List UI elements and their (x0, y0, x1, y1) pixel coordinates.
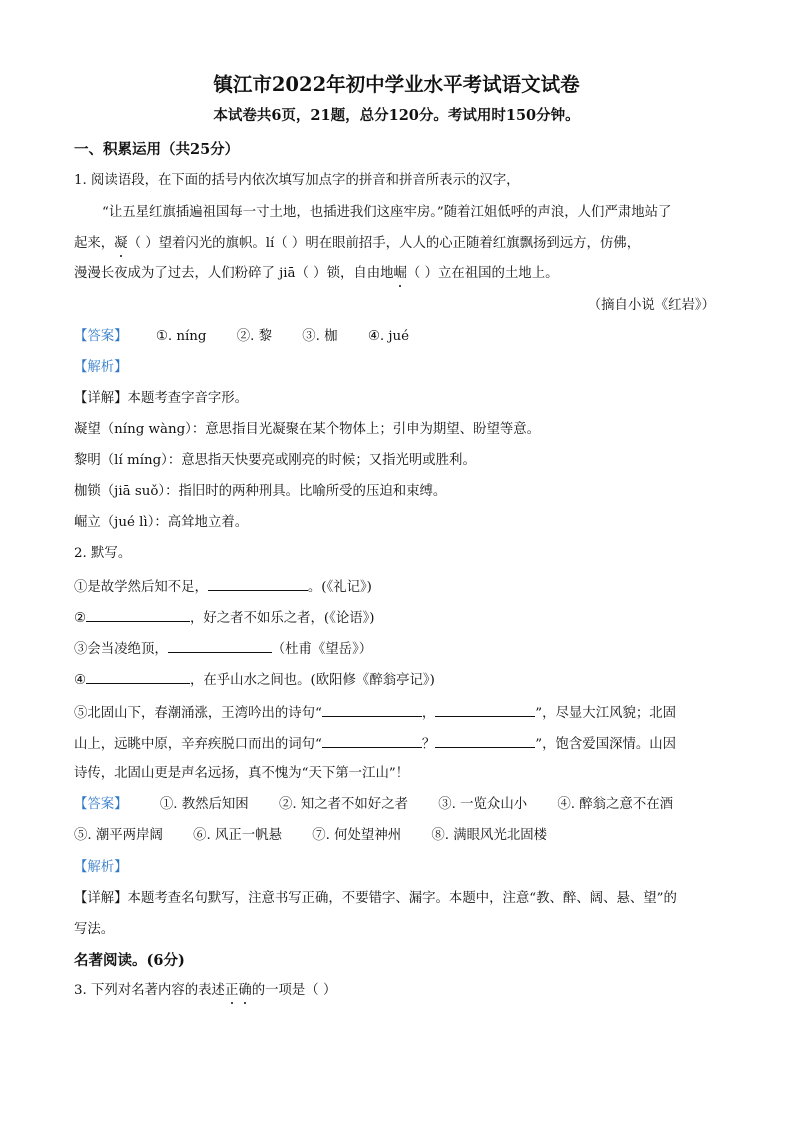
page-title: 镇江市2022年初中学业水平考试语文试卷 (213, 73, 580, 96)
answer-item: ②. 黎 (236, 329, 273, 344)
dictation-item-2 (74, 608, 722, 628)
note-line: 枷锁（jiā suǒ）：指旧时的两种刑具。比喻所受的压迫和束缚。 (74, 484, 447, 499)
dictation-text: ①是故学然后知不足， (74, 580, 208, 595)
dictation-text: ，在乎山水之间也。(欧阳修《醉翁亭记》) (190, 673, 435, 688)
detail-text: 写法。 (74, 922, 115, 937)
dictation-text: ？ (421, 737, 436, 752)
dictation-text: ② (74, 611, 87, 626)
note-line: 凝望（níng wàng）：意思指目光凝聚在某个物体上；引申为期望、盼望等意。 (74, 422, 541, 437)
question-2-prompt: 2. 默写。 (74, 546, 132, 561)
answer-tag: 【答案】 (74, 797, 128, 812)
passage-text: （ ）望着闪光的旗帜。lí（ ）明在眼前招手，人人的心正随着红旗飘扬到远方，仿佛， (127, 236, 641, 251)
answer-row (74, 328, 722, 346)
dictation-text: ”，饱含爱国深情。山因 (535, 737, 677, 752)
dotted-char: 确 (238, 983, 252, 998)
answer-item: ②. 知之者不如好之者 (278, 797, 408, 812)
page-subtitle: 本试卷共6页，21题，总分120分。考试用时150分钟。 (213, 107, 580, 124)
answer-tag: 【答案】 (74, 329, 128, 344)
dictation-text: ④ (74, 673, 87, 688)
dictation-text: ， (421, 706, 436, 721)
answer-item: ④. 醉翁之意不在酒 (557, 797, 674, 812)
question-text: 3. 下列对名著内容的表述 (74, 983, 225, 998)
answer-item: ①. 教然后知困 (159, 797, 249, 812)
answer-blank (322, 703, 422, 717)
note-line: 黎明（lí míng）：意思指天快要亮或刚亮的时候；又指光明或胜利。 (74, 453, 476, 468)
passage-source: （摘自小说《红岩》） (587, 298, 715, 313)
answer-item: ⑧. 满眼风光北固楼 (431, 828, 548, 843)
dotted-char: 崛 (393, 266, 407, 281)
answer-blank (168, 639, 272, 653)
passage-line-1: “让五星红旗插遍祖国每一寸土地，也插进我们这座牢房。”随着江姐低呼的声浪，人们严肃地站了 (102, 205, 672, 220)
question-1-prompt: 1. 阅读语段，在下面的括号内依次填写加点字的拼音和拼音所表示的汉字， (74, 173, 520, 188)
answer-blank (86, 670, 190, 684)
passage-text: （ ）立在祖国的土地上。 (406, 266, 559, 281)
section-heading: 一、积累运用（共25分） (74, 141, 240, 158)
dictation-item-5-line-2 (74, 734, 722, 754)
dictation-text: ”，尽显大江风貌；北固 (535, 706, 677, 721)
section-heading: 名著阅读。(6分) (74, 952, 185, 969)
dictation-text: ③会当凌绝顶， (74, 642, 168, 657)
answer-item: ⑦. 何处望神州 (312, 828, 402, 843)
dictation-item-5-line-1 (74, 703, 722, 723)
answer-blank (435, 734, 535, 748)
answer-blank (86, 608, 190, 622)
passage-line-3 (74, 265, 722, 283)
dictation-text: 。(《礼记》) (307, 580, 372, 595)
passage-text: 起来， (74, 236, 115, 251)
note-line: 崛立（jué lì）：高耸地立着。 (74, 515, 249, 530)
answer-item: ①. níng (155, 329, 207, 344)
answer-item: ③. 一览众山小 (438, 797, 528, 812)
answer-item: ⑤. 潮平两岸阔 (74, 828, 163, 843)
question-text: 的一项是（ ） (251, 983, 337, 998)
analysis-tag: 【解析】 (74, 860, 128, 875)
passage-text: 漫漫长夜成为了过去，人们粉碎了 jiā（ ）锁，自由地 (74, 266, 394, 281)
answer-blank (322, 734, 422, 748)
answer-blank (435, 703, 535, 717)
answer-item: ⑥. 风正一帆悬 (193, 828, 282, 843)
dictation-item-5-line-3: 诗传，北固山更是声名远扬，真不愧为“天下第一江山”！ (74, 766, 410, 781)
dictation-text: （杜甫《望岳》） (271, 642, 373, 657)
dotted-char: 正 (224, 983, 239, 998)
answer-row (74, 796, 722, 814)
dictation-text: ，好之者不如乐之者，(《论语》) (190, 611, 375, 626)
dictation-item-4 (74, 670, 722, 690)
dictation-text: ⑤北固山下，春潮涌涨，王湾吟出的诗句“ (74, 706, 322, 721)
detail-text: 【详解】本题考查字音字形。 (74, 391, 249, 406)
analysis-tag: 【解析】 (74, 360, 128, 375)
answer-item: ④. jué (367, 329, 410, 344)
answer-row (74, 827, 722, 845)
passage-line-2 (74, 235, 722, 253)
question-3-prompt (74, 982, 722, 1000)
answer-item: ③. 枷 (302, 329, 338, 344)
dictation-item-1 (74, 577, 722, 597)
dictation-text: 山上，远眺中原，辛弃疾脱口而出的词句“ (74, 737, 322, 752)
answer-blank (208, 577, 308, 591)
detail-text: 【详解】本题考查名句默写，注意书写正确，不要错字、漏字。本题中，注意“教、醉、阔、悬、望”的 (74, 891, 677, 906)
dictation-item-3 (74, 639, 722, 659)
dotted-char: 凝 (114, 236, 128, 251)
